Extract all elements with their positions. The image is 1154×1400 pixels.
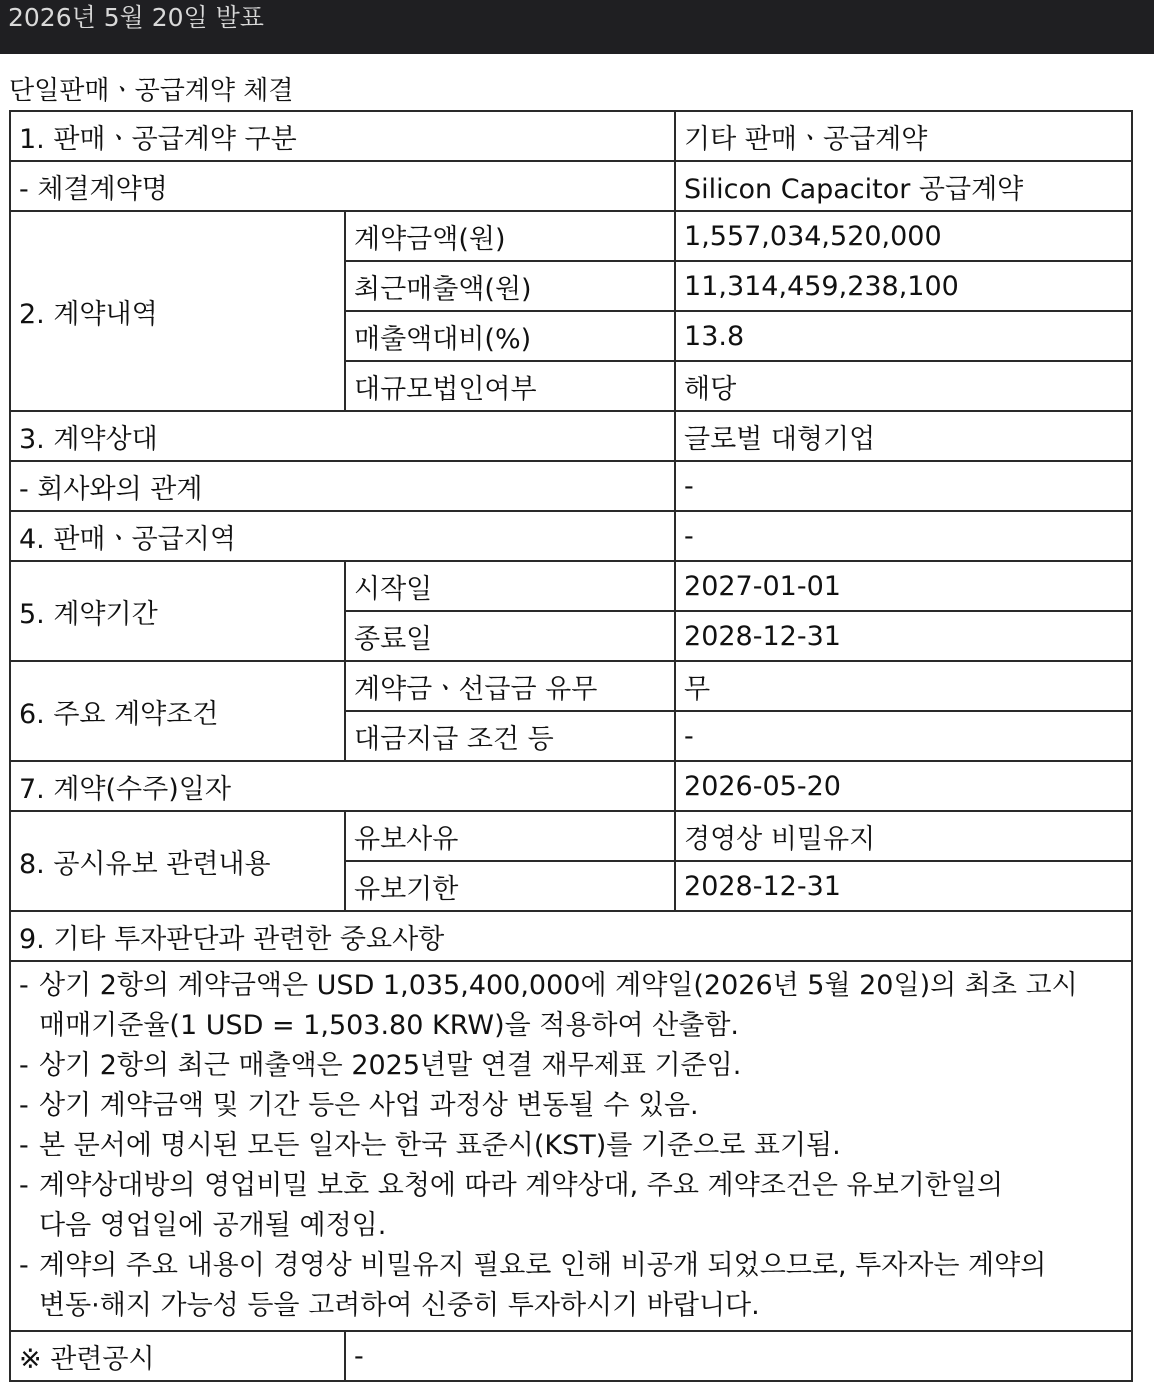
note-dash: - [19, 1250, 29, 1281]
sub-label: 종료일 [345, 611, 675, 661]
note-text: 상기 2항의 최근 매출액은 2025년말 연결 재무제표 기준임. [39, 1050, 742, 1081]
note-item [19, 1126, 1123, 1166]
note-text: 본 문서에 명시된 모든 일자는 한국 표준시(KST)를 기준으로 표기됨. [39, 1130, 841, 1161]
table-row [10, 411, 1132, 461]
note-item [19, 1086, 1123, 1126]
note-item [19, 1246, 1123, 1326]
section-heading: 9. 기타 투자판단과 관련한 중요사항 [10, 911, 1132, 961]
row-value: 기타 판매ㆍ공급계약 [675, 111, 1132, 161]
group-label: 5. 계약기간 [10, 561, 345, 661]
related-disclosure-label: ※ 관련공시 [10, 1331, 345, 1381]
row-value: 2026-05-20 [675, 761, 1132, 811]
group-label: 8. 공시유보 관련내용 [10, 811, 345, 911]
table-row [10, 911, 1132, 961]
note-item [19, 1166, 1123, 1246]
table-row [10, 761, 1132, 811]
row-value: - [675, 711, 1132, 761]
note-text: 계약상대방의 영업비밀 보호 요청에 따라 계약상대, 주요 계약조건은 유보기한일의 다음 영업일에 공개될 예정임. [39, 1170, 1004, 1241]
table-row [10, 461, 1132, 511]
table-row [10, 211, 1132, 261]
row-value: 1,557,034,520,000 [675, 211, 1132, 261]
group-label: 6. 주요 계약조건 [10, 661, 345, 761]
table-row [10, 111, 1132, 161]
row-value: 글로벌 대형기업 [675, 411, 1132, 461]
sub-label: 계약금액(원) [345, 211, 675, 261]
sub-label: 유보사유 [345, 811, 675, 861]
row-value: - [675, 511, 1132, 561]
row-label: 1. 판매ㆍ공급계약 구분 [10, 111, 675, 161]
related-disclosure-value: - [345, 1331, 1132, 1381]
note-dash: - [19, 1090, 29, 1121]
row-label: - 회사와의 관계 [10, 461, 675, 511]
note-item [19, 1046, 1123, 1086]
row-value: 2027-01-01 [675, 561, 1132, 611]
note-dash: - [19, 1130, 29, 1161]
table-row [10, 511, 1132, 561]
note-text: 계약의 주요 내용이 경영상 비밀유지 필요로 인해 비공개 되었으므로, 투자자는 계약의 변동·해지 가능성 등을 고려하여 신중히 투자하시기 바랍니다. [39, 1250, 1047, 1321]
table-row [10, 1331, 1132, 1381]
row-value: 11,314,459,238,100 [675, 261, 1132, 311]
row-value: - [675, 461, 1132, 511]
sub-label: 유보기한 [345, 861, 675, 911]
row-value: 경영상 비밀유지 [675, 811, 1132, 861]
row-label: - 체결계약명 [10, 161, 675, 211]
sub-label: 대규모법인여부 [345, 361, 675, 411]
note-dash: - [19, 1050, 29, 1081]
note-dash: - [19, 1170, 29, 1201]
note-text: 상기 계약금액 및 기간 등은 사업 과정상 변동될 수 있음. [39, 1090, 699, 1121]
row-value: 무 [675, 661, 1132, 711]
document-title: 단일판매ㆍ공급계약 체결 [9, 76, 294, 106]
row-label: 4. 판매ㆍ공급지역 [10, 511, 675, 561]
note-dash: - [19, 970, 29, 1001]
row-value: 2028-12-31 [675, 611, 1132, 661]
announcement-date: 2026년 5월 20일 발표 [8, 3, 264, 32]
note-item [19, 966, 1123, 1046]
announcement-date-bar [0, 0, 1154, 54]
table-row [10, 961, 1132, 1331]
table-row [10, 561, 1132, 611]
notes-cell [10, 961, 1132, 1331]
disclosure-table [9, 110, 1133, 1382]
row-value: 13.8 [675, 311, 1132, 361]
table-row [10, 811, 1132, 861]
group-label: 2. 계약내역 [10, 211, 345, 411]
row-value: 2028-12-31 [675, 861, 1132, 911]
table-row [10, 661, 1132, 711]
note-text: 상기 2항의 계약금액은 USD 1,035,400,000에 계약일(2026년 5월 20일)의 최초 고시 매매기준율(1 USD = 1,503.80 KRW)을 적용하여 산출함. [39, 970, 1078, 1041]
row-label: 3. 계약상대 [10, 411, 675, 461]
table-row [10, 161, 1132, 211]
row-label: 7. 계약(수주)일자 [10, 761, 675, 811]
row-value: 해당 [675, 361, 1132, 411]
sub-label: 대금지급 조건 등 [345, 711, 675, 761]
sub-label: 최근매출액(원) [345, 261, 675, 311]
row-value: Silicon Capacitor 공급계약 [675, 161, 1132, 211]
sub-label: 계약금ㆍ선급금 유무 [345, 661, 675, 711]
sub-label: 시작일 [345, 561, 675, 611]
sub-label: 매출액대비(%) [345, 311, 675, 361]
